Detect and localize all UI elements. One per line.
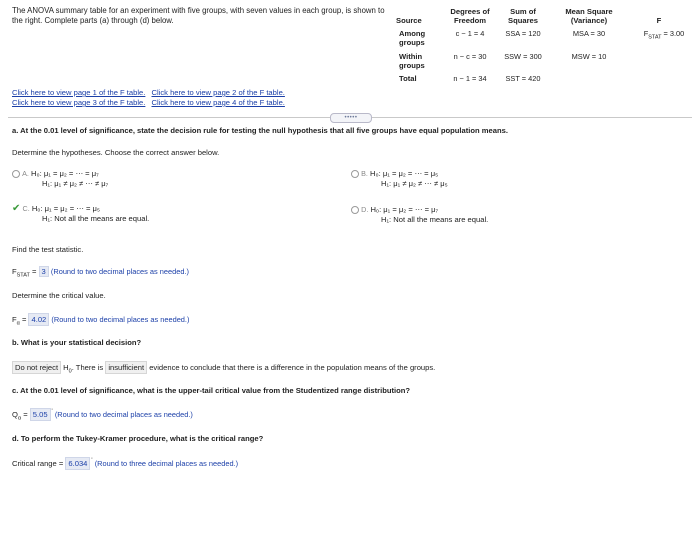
option-a[interactable] [12, 169, 312, 189]
fstat-answer-field[interactable]: 3 [39, 266, 49, 277]
fstat-equals: = [29, 267, 39, 276]
option-a-h1: H₁: μ₁ ≠ μ₂ ≠ ⋯ ≠ μ₇ [42, 179, 109, 188]
fstat-answer-symbol: F [12, 267, 17, 276]
fstat-hint: (Round to two decimal places as needed.) [50, 267, 189, 276]
part-a-question: a. At the 0.01 level of significance, state the decision rule for testing the null hypothesis that all five groups have equal population means. [12, 126, 508, 135]
critical-range-hint: (Round to three decimal places as needed.) [94, 459, 239, 468]
f-table-page-3-link[interactable]: Click here to view page 3 of the F table. [12, 98, 146, 107]
qalpha-symbol: Q [12, 410, 18, 419]
falpha-answer-field[interactable]: 4.02 [28, 313, 49, 326]
option-d[interactable] [351, 205, 651, 225]
row-among-df: c − 1 = 4 [455, 29, 485, 38]
row-within-df: n − c = 30 [453, 52, 487, 61]
option-d-h0: H₀: μ₁ = μ₂ = ⋯ = μ₇ [370, 205, 439, 214]
f-table-page-1-link[interactable]: Click here to view page 1 of the F table. [12, 88, 146, 97]
critical-range-answer-field[interactable]: 6.034 [65, 457, 90, 470]
qalpha-equals: = [21, 410, 30, 419]
fstat-symbol: F [643, 29, 649, 38]
row-total-source: Total [399, 74, 417, 83]
qalpha-tick-icon: ' [51, 409, 53, 416]
part-b-question: b. What is your statistical decision? [12, 338, 142, 347]
fstat-answer-row [12, 266, 189, 279]
fstat-value: = 3.00 [661, 29, 685, 38]
option-b-letter: B. [361, 169, 368, 178]
option-c-h0: H₀: μ₁ = μ₂ = ⋯ = μ₅ [31, 204, 100, 213]
row-total-ss: SST = 420 [505, 74, 541, 83]
f-table-page-2-link[interactable]: Click here to view page 2 of the F table. [151, 88, 285, 97]
option-a-radio[interactable] [12, 170, 20, 178]
falpha-hint: (Round to two decimal places as needed.) [51, 315, 190, 324]
critical-range-row [12, 457, 238, 470]
option-b-radio[interactable] [351, 170, 359, 178]
determine-critical-label: Determine the critical value. [12, 291, 106, 300]
option-d-radio[interactable] [351, 206, 359, 214]
header-source: Source [396, 16, 422, 25]
f-table-page-4-link[interactable]: Click here to view page 4 of the F table. [151, 98, 285, 107]
part-c-question: c. At the 0.01 level of significance, what is the upper-tail critical value from the Studentized range distribution? [12, 386, 411, 395]
anova-table [396, 4, 696, 88]
row-within-source: Within groups [399, 52, 425, 70]
option-a-h0: H₀: μ₁ = μ₂ = ⋯ = μ₇ [31, 169, 99, 178]
fstat-subscript: STAT [648, 34, 662, 41]
qalpha-hint: (Round to two decimal places as needed.) [54, 410, 193, 419]
qalpha-sub: α [17, 415, 22, 422]
row-among-ss: SSA = 120 [505, 29, 541, 38]
header-f: F [656, 16, 662, 25]
decision-text-2: . There is [71, 363, 106, 372]
hypotheses-instruction: Determine the hypotheses. Choose the correct answer below. [12, 148, 220, 157]
option-c[interactable] [12, 203, 312, 224]
fstat-answer-sub: STAT [16, 272, 30, 279]
find-test-statistic-label: Find the test statistic. [12, 245, 84, 254]
falpha-answer-row [12, 313, 189, 327]
row-total-df: n − 1 = 34 [453, 74, 487, 83]
f-table-links [12, 88, 289, 108]
intro-text: The ANOVA summary table for an experiment with five groups, with seven values in each group, is shown to the right. Complete parts (a) through (d) below. [12, 6, 385, 25]
decision-text-3: evidence to conclude that there is a difference in the population means of the groups. [147, 363, 436, 372]
option-b-h1: H₁: μ₁ ≠ μ₂ ≠ ⋯ ≠ μ₅ [381, 179, 448, 188]
header-df: Degrees of Freedom [450, 7, 490, 25]
qalpha-answer-field[interactable]: 5.05 [30, 408, 51, 421]
collapse-handle[interactable]: ••••• [330, 113, 372, 123]
decision-text-h: H [61, 363, 69, 372]
row-among-f [632, 29, 696, 42]
falpha-symbol: F [12, 315, 17, 324]
critical-range-label: Critical range = [12, 459, 66, 468]
header-ms: Mean Square (Variance) [565, 7, 613, 25]
option-a-letter: A. [22, 169, 29, 178]
falpha-sub: α [16, 320, 20, 327]
decision-text-h-sub: 0 [68, 368, 72, 375]
decision-dropdown[interactable]: Do not reject [12, 361, 61, 374]
header-ss: Sum of Squares [508, 7, 538, 25]
critical-range-tick-icon: ' [91, 458, 93, 465]
row-among-ms: MSA = 30 [572, 29, 606, 38]
evidence-dropdown[interactable]: insufficient [105, 361, 147, 374]
option-b-h0: H₀: μ₁ = μ₂ = ⋯ = μ₅ [370, 169, 439, 178]
option-d-letter: D. [361, 205, 369, 214]
part-d-question: d. To perform the Tukey-Kramer procedure, what is the critical range? [12, 434, 264, 443]
option-d-h1: H₁: Not all the means are equal. [381, 215, 489, 224]
qalpha-answer-row [12, 408, 193, 422]
option-b[interactable] [351, 169, 651, 189]
option-c-letter: C. [22, 204, 30, 213]
row-within-ss: SSW = 300 [504, 52, 542, 61]
decision-row [12, 361, 692, 375]
checkmark-icon: ✔ [12, 203, 21, 214]
row-within-ms: MSW = 10 [571, 52, 607, 61]
row-among-source: Among groups [399, 29, 426, 47]
option-c-h1: H₁: Not all the means are equal. [42, 214, 150, 223]
falpha-equals: = [19, 315, 29, 324]
